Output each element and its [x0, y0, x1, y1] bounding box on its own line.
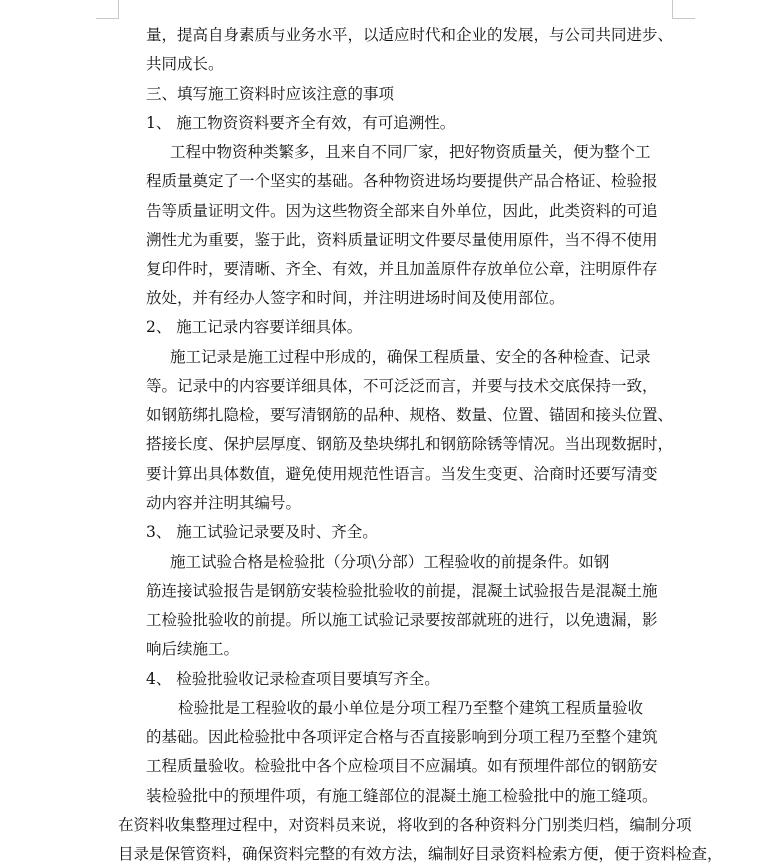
item-heading: 2、 施工记录内容要详细具体。: [146, 318, 363, 336]
text-line: 程质量奠定了一个坚实的基础。各种物资进场均要提供产品合格证、检验报: [146, 172, 658, 190]
text-line: 量，提高自身素质与业务水平，以适应时代和企业的发展，与公司共同进步、: [146, 26, 674, 44]
text-line: 在资料收集整理过程中，对资料员来说，将收到的各种资料分门别类归档，编制分项: [118, 816, 692, 834]
text-line: 检验批是工程验收的最小单位是分项工程乃至整个建筑工程质量验收: [178, 699, 644, 717]
text-line: 筋连接试验报告是钢筋安装检验批验收的前提，混凝土试验报告是混凝土施: [146, 582, 658, 600]
text-line: 工程质量验收。检验批中各个应检项目不应漏填。如有预埋件部位的钢筋安: [146, 757, 658, 775]
page-corner-mark-right: [672, 0, 695, 19]
text-line: 施工记录是施工过程中形成的，确保工程质量、安全的各种检查、记录: [170, 348, 651, 366]
text-line: 等。记录中的内容要详细具体，不可泛泛而言，并要与技术交底保持一致，: [146, 377, 658, 395]
text-line: 复印件时，要清晰、齐全、有效，并且加盖原件存放单位公章，注明原件存: [146, 260, 658, 278]
item-heading: 4、 检验批验收记录检查项目要填写齐全。: [146, 670, 440, 688]
text-line: 工检验批验收的前提。所以施工试验记录要按部就班的进行，以免遗漏，影: [146, 611, 658, 629]
text-line: 溯性尤为重要，鉴于此，资料质量证明文件要尽量使用原件，当不得不使用: [146, 231, 658, 249]
text-line: 告等质量证明文件。因为这些物资全部来自外单位，因此，此类资料的可追: [146, 202, 658, 220]
text-line: 响后续施工。: [146, 640, 240, 658]
text-line: 工程中物资种类繁多，且来自不同厂家，把好物资质量关，便为整个工: [170, 143, 651, 161]
text-line: 装检验批中的预埋件项，有施工缝部位的混凝土施工检验批中的施工缝项。: [146, 787, 658, 805]
text-line: 目录是保管资料，确保资料完整的有效方法，编制好目录资料检索方便，便于资料检查，: [118, 845, 723, 863]
item-heading: 1、 施工物资资料要齐全有效，有可追溯性。: [146, 114, 456, 132]
text-line: 动内容并注明其编号。: [146, 494, 302, 512]
text-line: 如钢筋绑扎隐检，要写清钢筋的品种、规格、数量、位置、锚固和接头位置、: [146, 406, 674, 424]
text-line: 共同成长。: [146, 55, 224, 73]
item-heading: 3、 施工试验记录要及时、齐全。: [146, 523, 378, 541]
text-line: 的基础。因此检验批中各项评定合格与否直接影响到分项工程乃至整个建筑: [146, 728, 658, 746]
text-line: 施工试验合格是检验批（分项\分部）工程验收的前提条件。如钢: [170, 553, 610, 571]
text-line: 放处，并有经办人签字和时间，并注明进场时间及使用部位。: [146, 289, 565, 307]
text-line: 要计算出具体数值，避免使用规范性语言。当发生变更、洽商时还要写清变: [146, 465, 658, 483]
section-heading: 三、填写施工资料时应该注意的事项: [146, 85, 395, 103]
text-line: 搭接长度、保护层厚度、钢筋及垫块绑扎和钢筋除锈等情况。当出现数据时，: [146, 435, 674, 453]
page-corner-mark-left: [96, 0, 119, 19]
